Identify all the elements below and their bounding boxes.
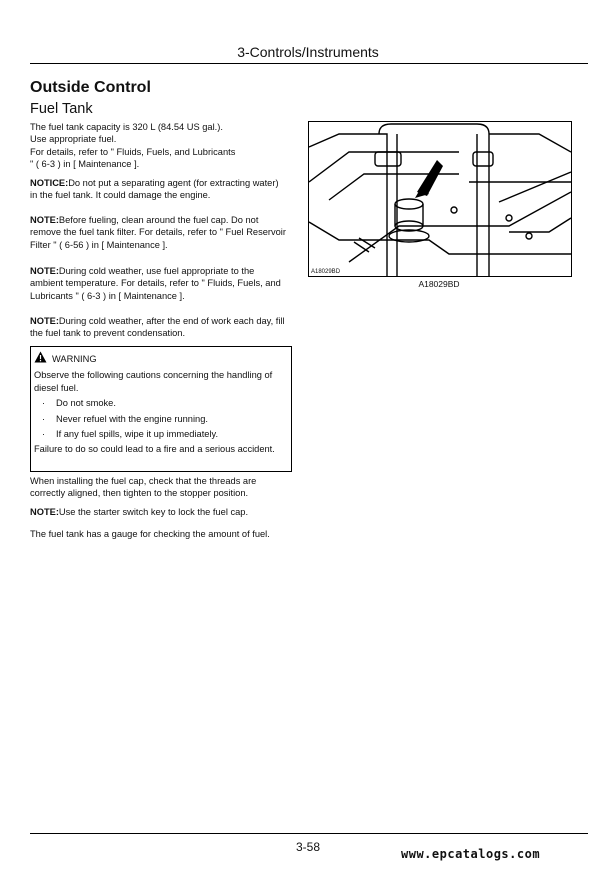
note-text: Use the starter switch key to lock the fuel cap. xyxy=(58,507,249,517)
intro-line: " ( 6-3 ) in [ Maintenance ]. xyxy=(30,159,140,170)
running-header: 3-Controls/Instruments xyxy=(237,44,379,60)
note-text: Before fueling, clean around the fuel cap. Do not remove the fuel tank filter. For details, refer to " Fuel Reservoir Filter " ( 6-56 ) in [ Maintenance ]. xyxy=(30,215,286,250)
header-rule xyxy=(30,63,588,64)
warning-box xyxy=(30,346,292,472)
note-text: During cold weather, after the end of work each day, fill the fuel tank to prevent condensation. xyxy=(30,316,285,339)
note-block xyxy=(30,214,288,251)
subsection-title: Fuel Tank xyxy=(30,101,93,117)
warning-title: WARNING xyxy=(52,353,97,364)
note-label: NOTE: xyxy=(30,215,59,225)
figure-code: A18029BD xyxy=(311,269,341,275)
note-label: NOTE: xyxy=(30,266,59,276)
warning-list xyxy=(42,397,288,440)
fuel-tank-figure xyxy=(308,121,572,277)
warning-triangle-icon xyxy=(34,351,47,366)
note-text: During cold weather, use fuel appropriate to the ambient temperature. For details, refer to " Fluids, Fuels, and Lubricants " ( 6-3 ) in [ Maintenance ]. xyxy=(30,266,281,301)
intro-line: Use appropriate fuel. xyxy=(30,134,117,145)
note-block xyxy=(30,315,288,340)
intro-line: The fuel tank capacity is 320 L (84.54 US gal.). xyxy=(30,122,223,132)
note-label: NOTE: xyxy=(30,507,59,517)
gauge-text: The fuel tank has a gauge for checking the amount of fuel. xyxy=(30,529,270,539)
figure-caption: A18029BD xyxy=(418,279,460,289)
fuel-tank-illustration xyxy=(309,122,571,276)
page-number: 3-58 xyxy=(295,840,321,854)
section-title: Outside Control xyxy=(30,79,151,96)
watermark: www.epcatalogs.com xyxy=(401,847,541,861)
fuel-cap-text: When installing the fuel cap, check that the threads are correctly aligned, then tighten to the stopper position. xyxy=(30,476,257,499)
intro-text xyxy=(30,121,288,171)
note-block xyxy=(30,506,288,518)
notice-block xyxy=(30,177,288,202)
intro-line: For details, refer to " Fluids, Fuels, and Lubricants xyxy=(30,146,236,157)
notice-label: NOTICE: xyxy=(30,178,69,188)
note-block xyxy=(30,265,288,302)
list-item: · If any fuel spills, wipe it up immediately. xyxy=(42,429,219,440)
warning-intro: Observe the following cautions concerning the handling of diesel fuel. xyxy=(34,370,273,393)
notice-text: Do not put a separating agent (for extracting water) in the fuel tank. It could damage the engine. xyxy=(30,178,279,201)
list-item: · Never refuel with the engine running. xyxy=(42,413,208,424)
note-label: NOTE: xyxy=(30,316,59,326)
warning-outro: Failure to do so could lead to a fire and a serious accident. xyxy=(34,444,275,455)
list-item: · Do not smoke. xyxy=(42,398,116,409)
footer-rule xyxy=(30,833,588,834)
